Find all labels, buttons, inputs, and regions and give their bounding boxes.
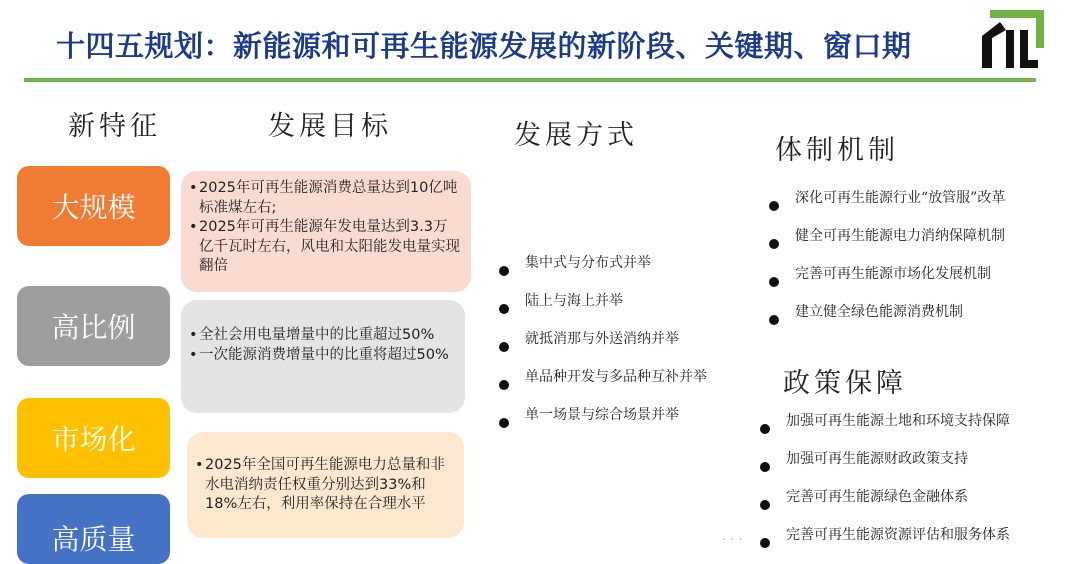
goal-item: • 2025年可再生能源消费总量达到10亿吨标准煤左右;: [189, 179, 461, 218]
brand-logo-icon: [976, 8, 1046, 74]
institution-item: 建立健全绿色能源消费机制: [767, 301, 1005, 339]
policy-item: 完善可再生能源资源评估和服务体系: [758, 524, 1010, 562]
goal-box-3: [187, 432, 464, 538]
institution-item: 深化可再生能源行业“放管服”改革: [767, 187, 1005, 225]
policy-list: [758, 410, 1010, 562]
goal-box-1: [181, 171, 471, 292]
policy-item: 加强可再生能源土地和环境支持保障: [758, 410, 1010, 448]
method-item: 单一场景与综合场景并举: [497, 404, 707, 442]
goal-item: • 全社会用电量增量中的比重超过50%: [189, 326, 455, 346]
method-item: 集中式与分布式并举: [497, 252, 707, 290]
institutions-list: [767, 187, 1005, 339]
goal-item: • 2025年全国可再生能源电力总量和非水电消纳责任权重分别达到33%和18%左右，利用率保持在合理水平: [195, 456, 454, 515]
features-heading: 新特征: [68, 111, 161, 142]
method-item: 陆上与海上并举: [497, 290, 707, 328]
page-title: 十四五规划：新能源和可再生能源发展的新阶段、关键期、窗口期: [56, 29, 912, 63]
goals-heading: 发展目标: [268, 111, 392, 142]
policy-item: 完善可再生能源绿色金融体系: [758, 486, 1010, 524]
title-divider: [24, 78, 1036, 82]
methods-heading: 发展方式: [514, 120, 638, 151]
feature-high-ratio: 高比例: [17, 286, 170, 366]
institution-item: 健全可再生能源电力消纳保障机制: [767, 225, 1005, 263]
institution-item: 完善可再生能源市场化发展机制: [767, 263, 1005, 301]
policy-item: 加强可再生能源财政政策支持: [758, 448, 1010, 486]
policy-heading: 政策保障: [783, 368, 907, 399]
feature-high-quality: 高质量: [17, 494, 170, 564]
method-item: 单品种开发与多品种互补并举: [497, 366, 707, 404]
institutions-heading: 体制机制: [775, 135, 899, 166]
goal-item: • 2025年可再生能源年发电量达到3.3万亿千瓦时左右，风电和太阳能发电量实现翻倍: [189, 218, 461, 277]
goal-item: • 一次能源消费增量中的比重将超过50%: [189, 346, 455, 366]
methods-list: [497, 252, 707, 442]
method-item: 就抵消那与外送消纳并举: [497, 328, 707, 366]
watermark: · · ·: [722, 533, 743, 548]
feature-marketization: 市场化: [17, 398, 170, 478]
feature-large-scale: 大规模: [17, 166, 170, 246]
goal-box-2: [181, 300, 465, 413]
